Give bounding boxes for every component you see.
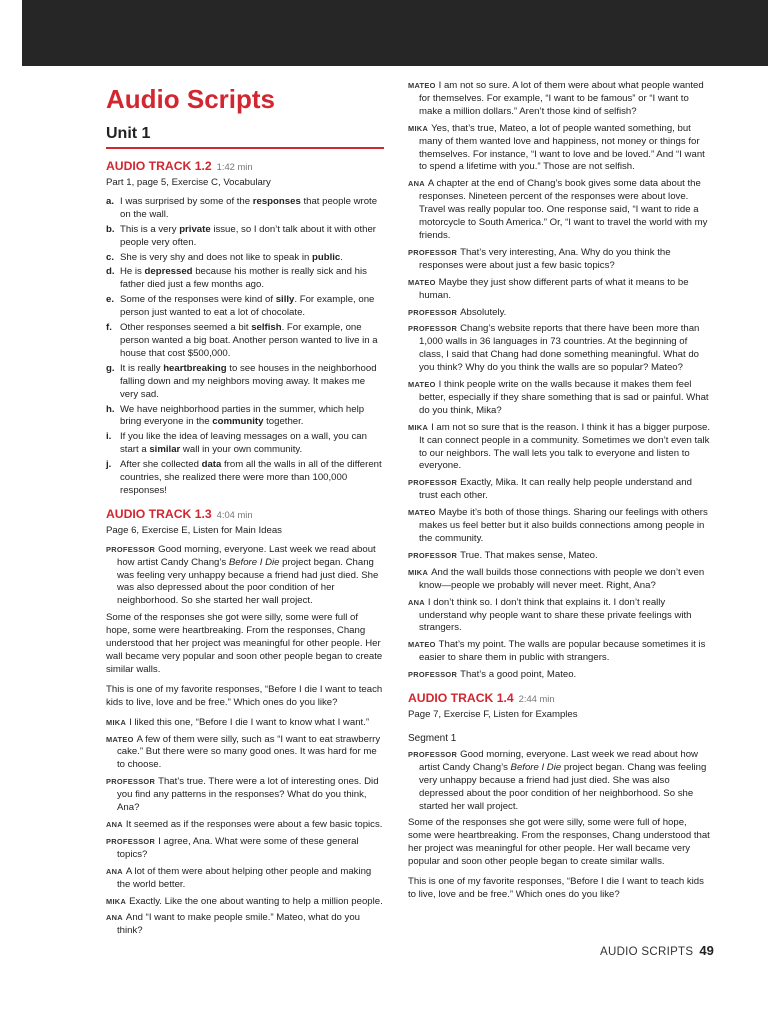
item-text: She is very shy and does not like to speak in xyxy=(120,251,312,263)
line-text: A chapter at the end of Chang’s book gives some data about the responses. Nineteen percent of the responses were about love. Travel was really popular too. One response said, “I want to ride a motorcycle to South America.” Or, “I want to travel the world with my friends. xyxy=(419,178,708,241)
speaker-label: MATEO xyxy=(408,380,436,390)
book-title: Before I Die xyxy=(510,761,562,773)
line-text: A few of them were silly, such as “I want to eat strawberry cake.” But there were so many good ones. It was hard for me to choose. xyxy=(117,733,381,771)
dialogue-line xyxy=(106,544,384,609)
vocab-item xyxy=(106,252,384,265)
speaker-label: MIKA xyxy=(408,567,429,577)
vocab-word: private xyxy=(179,223,211,235)
vocab-word: public xyxy=(311,251,341,263)
track-meta: Page 7, Exercise F, Listen for Examples xyxy=(408,709,578,721)
item-text: issue, so I don’t talk about it with other people very often. xyxy=(120,223,376,248)
item-letter: b. xyxy=(106,223,115,235)
vocab-list xyxy=(106,196,384,498)
dialogue-line xyxy=(408,749,712,814)
line-text: I liked this one, “Before I die I want to know what I want.” xyxy=(129,716,370,728)
track-1-4-heading xyxy=(408,691,712,706)
line-text: Maybe they just show different parts of what it means to be human. xyxy=(419,276,689,301)
book-title: Before I Die xyxy=(228,556,280,568)
line-text: That’s my point. The walls are popular because sometimes it is easier to share them in public with strangers. xyxy=(419,639,706,664)
speaker-label: ANA xyxy=(408,179,425,189)
line-text: Yes, that’s true, Mateo, a lot of people wanted something, but many of them wanted love and happiness, not money or things for themselves. For instance, “I want to love and be loved.” And “I want to spend a lifetime with you.” Those are not selfish. xyxy=(419,122,705,173)
dialogue-line xyxy=(106,819,384,832)
item-text: Some of the responses were kind of xyxy=(120,294,276,306)
item-letter: c. xyxy=(106,251,115,263)
dialogue-line xyxy=(408,123,712,175)
vocab-word: selfish xyxy=(251,322,282,334)
item-text: This is a very xyxy=(120,223,180,235)
item-letter: h. xyxy=(106,403,115,415)
item-text: wall in your own community. xyxy=(180,444,303,456)
item-text: It is really xyxy=(120,362,164,374)
line-text: Exactly, Mika. It can really help people understand and trust each other. xyxy=(419,477,692,502)
speaker-label: MATEO xyxy=(408,640,436,650)
speaker-label: ANA xyxy=(408,597,425,607)
line-text: project began. Chang was feeling very unhappy because a friend had just died. She was also depressed about the poor condition of her neighborhood. So she started her wall project. xyxy=(117,556,379,607)
vocab-item xyxy=(106,266,384,292)
right-column xyxy=(408,80,712,909)
track-meta: Part 1, page 5, Exercise C, Vocabulary xyxy=(106,177,271,188)
dialogue-line xyxy=(408,379,712,418)
speaker-label: ANA xyxy=(106,913,123,923)
dialogue-line xyxy=(106,866,384,892)
dialogue-line xyxy=(106,912,384,938)
item-letter: d. xyxy=(106,266,115,278)
unit-heading: Unit 1 xyxy=(106,125,151,142)
line-text: A lot of them were about helping other people and making the world better. xyxy=(117,865,372,890)
item-text: We have neighborhood parties in the summer, which help bring everyone in the xyxy=(120,403,365,428)
item-text: I was surprised by some of the xyxy=(120,195,253,207)
item-letter: f. xyxy=(106,322,112,334)
item-letter: a. xyxy=(106,195,115,207)
line-text: I think people write on the walls because it makes them feel better, especially if they share something that is sad or painful. What do you think, Mika? xyxy=(419,379,709,416)
speaker-label: MIKA xyxy=(106,896,127,906)
line-text: Good morning, everyone. Last week we read about how artist Candy Chang’s xyxy=(419,748,698,773)
speaker-label: MIKA xyxy=(408,422,429,432)
dialogue-line xyxy=(408,323,712,375)
paragraph: This is one of my favorite responses, “Before I die I want to teach kids to live, love and be free.” Which ones do you like? xyxy=(106,683,383,708)
line-text: That’s true. There were a lot of interesting ones. Did you find any patterns in the responses? What do you think, Ana? xyxy=(117,776,379,814)
line-text: Maybe it’s both of those things. Sharing our feelings with others makes us feel better but it also builds connections among people in the community. xyxy=(419,507,708,544)
track-title: AUDIO TRACK 1.4 xyxy=(408,691,514,706)
item-text: If you like the idea of leaving messages on a wall, you can start a xyxy=(120,431,367,456)
vocab-word: community xyxy=(212,416,264,428)
dialogue-line xyxy=(408,307,712,320)
item-text: together. xyxy=(263,416,304,428)
item-text: Other responses seemed a bit xyxy=(120,322,252,334)
track-title: AUDIO TRACK 1.2 xyxy=(106,159,212,173)
dialogue-line xyxy=(408,477,712,503)
track-1-3-heading xyxy=(106,507,384,522)
dialogue-line xyxy=(408,669,712,682)
vocab-item xyxy=(106,196,384,222)
dialogue-line xyxy=(408,597,712,636)
footer-label: AUDIO SCRIPTS xyxy=(600,946,694,958)
page-title: Audio Scripts xyxy=(106,84,276,114)
paragraph: Some of the responses she got were silly, some were full of hope, some were heartbreaking. From the responses, Chang understood that her project was meaningful for other people. Her wall became very popular and soon other people began to create similar walls. xyxy=(106,612,383,675)
line-text: I don’t think so. I don’t think that explains it. I don’t really understand why people want to share these private feelings with strangers. xyxy=(419,596,692,634)
item-text: that people wrote on the wall. xyxy=(120,195,378,220)
paragraph: Some of the responses she got were silly, some were full of hope, some were heartbreaking. From the responses, Chang understood that her project was meaningful for other people. Her wall became very popular and soon other people began to create similar walls. xyxy=(408,817,710,868)
dialogue-line xyxy=(408,639,712,665)
vocab-item xyxy=(106,322,384,361)
track-duration: 1:42 min xyxy=(216,161,253,172)
speaker-label: MIKA xyxy=(106,717,127,727)
item-text: . For example, one person wanted a big boat. Another person wanted to live in a house that cost $500,000. xyxy=(120,322,378,359)
item-text: from all the walls in all of the different countries, she realized there were more than 100,000 responses! xyxy=(120,459,382,496)
dialogue-line xyxy=(408,80,712,119)
dialogue-line xyxy=(408,507,712,546)
line-text: True. That makes sense, Mateo. xyxy=(460,549,598,561)
top-banner xyxy=(22,0,768,66)
dialogue-line xyxy=(408,567,712,593)
line-text: Chang’s website reports that there have been more than 1,000 walls in 36 languages in 73 countries. At the beginning of class, I said that Chang had done something meaningful. What do you think? Why do you think the walls are so popular? Mateo? xyxy=(419,323,700,374)
dialogue-line xyxy=(106,734,384,773)
dialogue-line xyxy=(106,776,384,815)
speaker-label: PROFESSOR xyxy=(408,324,458,334)
vocab-item xyxy=(106,459,384,498)
vocab-item xyxy=(106,294,384,320)
track-duration: 4:04 min xyxy=(216,508,253,520)
track-duration: 2:44 min xyxy=(518,693,555,705)
speaker-label: PROFESSOR xyxy=(408,749,458,759)
item-letter: j. xyxy=(106,459,112,471)
dialogue-line xyxy=(106,836,384,862)
item-text: . xyxy=(340,251,343,263)
dialogue-line xyxy=(408,550,712,563)
dialogue-line xyxy=(106,717,384,730)
speaker-label: PROFESSOR xyxy=(408,307,458,317)
line-text: Absolutely. xyxy=(460,306,507,318)
line-text: Good morning, everyone. Last week we read about how artist Candy Chang’s xyxy=(117,543,376,568)
item-text: . For example, one person just wanted to eat a lot of chocolate. xyxy=(120,294,375,319)
item-letter: e. xyxy=(106,294,115,306)
vocab-item xyxy=(106,404,384,430)
line-text: That’s very interesting, Ana. Why do you think the responses were about just a few basic topics? xyxy=(419,246,671,271)
vocab-word: depressed xyxy=(144,266,193,278)
item-text: to see houses in the neighborhood falling down and my neighbors moving away. It makes me very sad. xyxy=(120,362,377,400)
speaker-label: MATEO xyxy=(408,81,436,90)
speaker-label: PROFESSOR xyxy=(408,670,458,680)
line-text: I am not so sure. A lot of them were about what people wanted for themselves. For example, “I want to be famous” or “I want to make a million dollars.” Aren’t those kind of selfish? xyxy=(419,80,704,117)
vocab-item xyxy=(106,431,384,457)
speaker-label: ANA xyxy=(106,819,123,829)
left-column xyxy=(106,80,384,942)
speaker-label: MATEO xyxy=(106,734,134,744)
speaker-label: PROFESSOR xyxy=(106,777,156,787)
item-letter: i. xyxy=(106,431,112,443)
vocab-item xyxy=(106,224,384,250)
paragraph: This is one of my favorite responses, “Before I die I want to teach kids to live, love and be free.” Which ones do you like? xyxy=(408,876,704,900)
speaker-label: MATEO xyxy=(408,277,436,287)
vocab-word: responses xyxy=(252,195,301,207)
vocab-word: data xyxy=(201,459,222,471)
speaker-label: PROFESSOR xyxy=(408,478,458,488)
item-text: He is xyxy=(120,266,145,278)
vocab-word: heartbreaking xyxy=(163,362,227,374)
speaker-label: PROFESSOR xyxy=(408,550,458,560)
track-meta: Page 6, Exercise E, Listen for Main Ideas xyxy=(106,524,282,536)
line-text: I agree, Ana. What were some of these general topics? xyxy=(117,835,359,860)
vocab-item xyxy=(106,363,384,402)
line-text: And the wall builds those connections with people we don’t even know—people we probably will never meet. Right, Ana? xyxy=(419,566,705,591)
line-text: It seemed as if the responses were about a few basic topics. xyxy=(125,818,383,830)
track-title: AUDIO TRACK 1.3 xyxy=(106,506,212,521)
page-number: 49 xyxy=(699,943,714,958)
dialogue-line xyxy=(408,178,712,243)
dialogue-line xyxy=(408,247,712,273)
segment-label: Segment 1 xyxy=(408,732,457,744)
dialogue-line xyxy=(106,896,384,909)
vocab-word: silly xyxy=(275,294,295,306)
item-letter: g. xyxy=(106,362,115,374)
line-text: That’s a good point, Mateo. xyxy=(460,669,577,681)
unit-divider xyxy=(106,147,384,149)
speaker-label: PROFESSOR xyxy=(106,544,156,554)
line-text: project began. Chang was feeling very unhappy because a friend had just died. She was also depressed about the poor condition of her neighborhood. So she started her wall project. xyxy=(419,761,707,812)
speaker-label: MIKA xyxy=(408,123,429,133)
dialogue-line xyxy=(408,422,712,474)
speaker-label: PROFESSOR xyxy=(106,836,156,846)
item-text: because his mother is really sick and his father died just a few months ago. xyxy=(120,266,367,291)
track-1-2-heading xyxy=(106,159,384,174)
line-text: Exactly. Like the one about wanting to help a million people. xyxy=(129,895,383,907)
page-footer xyxy=(600,943,714,958)
speaker-label: MATEO xyxy=(408,508,436,518)
line-text: I am not so sure that is the reason. I think it has a bigger purpose. It can connect people in a community. Sometimes we don’t even talk to our neighbors. The wall lets you talk to everyone and listen to everyone. xyxy=(419,421,711,472)
speaker-label: ANA xyxy=(106,866,123,876)
speaker-label: PROFESSOR xyxy=(408,247,458,257)
dialogue-line xyxy=(408,277,712,303)
item-text: After she collected xyxy=(120,459,202,471)
vocab-word: similar xyxy=(149,444,181,456)
line-text: And “I want to make people smile.” Mateo, what do you think? xyxy=(117,912,361,937)
